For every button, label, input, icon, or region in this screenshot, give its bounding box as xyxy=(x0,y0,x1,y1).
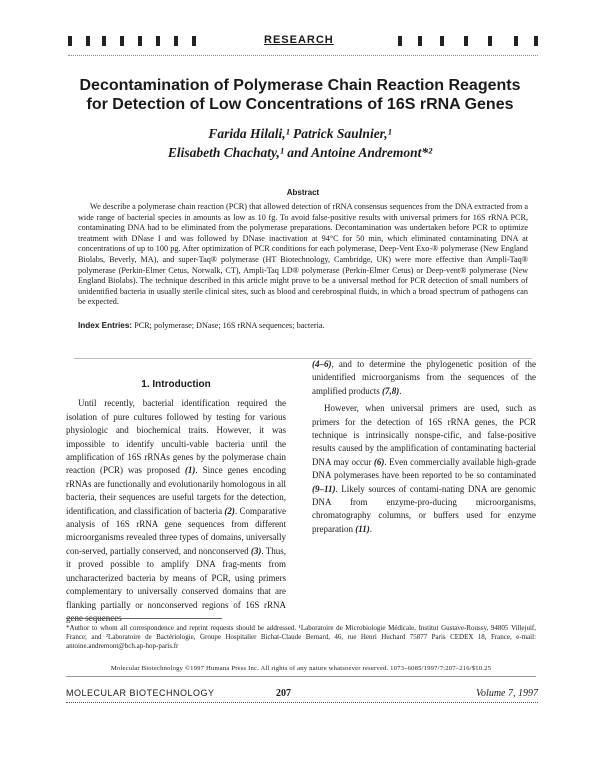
intro-paragraph-1: Until recently, bacterial identification required the isolation of pure cultures followed by testing for various physiologic and biochemical traits. However, it was impossible to identify unculti-vable bacteria until the amplification of 16S rRNAs genes by the polymerase chain reaction (PCR) was proposed (1). Since genes encoding rRNAs are functionally and evolutionarily homologous in all bacteria, their sequences are useful targets for the detection, identification, and classification of bacteria (2). Comparative analysis of 16S rRNA gene sequences from different microorganisms revealed three types of domains, universally con-served, partially conserved, and nonconserved (3). Thus, it proved possible to amplify DNA frag-ments from uncharacterized bacteria by means of PCR, using primers complementary to universally conserved domains that are flanking partially or nonconserved regions of 16S rRNA gene sequences xyxy=(66,398,286,623)
page-number: 207 xyxy=(276,688,291,699)
body-column-right xyxy=(312,358,536,536)
abstract-text: We describe a polymerase chain reaction (PCR) that allowed detection of rRNA consensus sequences from the DNA extracted from a wide range of bacterial species in amounts as low as 10 fg. To avoid false-positive results with universal primers for 16S rRNA PCR, contaminating DNA had to be eliminated from the polymerase preparations. Decontamination was undertaken before PCR to optimize treatment with DNase I and was followed by DNase inactivation at 94°C for 50 min, which eliminated contaminating DNA at concentrations of up to 100 pg. After optimization of PCR conditions for each polymerase, Deep-Vent Exo-® polymerase (New England Biolabs, Beverly, MA), and super-Taq® polymerase (HT Biotechnology, Cambridge, UK) were more effective than Ampli-Taq® polymerase (Perkin-Elmer Cetus, Norwalk, CT), Ampli-Taq LD® polymerase (Perkin-Elmer Cetus) or Deep-vent® polymerase (New England Biolabs). The technique described in this article might prove to be a universal method for PCR detection of small numbers of unidentified bacteria in usually sterile clinical sites, such as blood and cerebrospinal fluids, in which a broad spectrum of pathogens can be expected. xyxy=(78,202,528,307)
title-line: for Detection of Low Concentrations of 16S rRNA Genes xyxy=(86,96,514,113)
index-entries xyxy=(78,321,528,331)
section-heading: 1. Introduction xyxy=(141,379,211,390)
author-line: Farida Hilali,¹ Patrick Saulnier,¹ xyxy=(208,126,392,141)
intro-paragraph-1-cont: (4–6), and to determine the phylogenetic position of the unidentified microorganisms from the sequences of the amplified products (7,8). xyxy=(312,359,536,396)
body-column-left xyxy=(66,378,286,625)
citation: (7,8) xyxy=(381,385,400,396)
author-list xyxy=(60,124,540,162)
footnote-rule xyxy=(66,618,222,619)
index-entries-terms: PCR; polymerase; DNase; 16S rRNA sequences; bacteria. xyxy=(134,321,325,330)
citation: (4–6) xyxy=(312,359,332,369)
citation: (2) xyxy=(224,505,235,516)
volume-label: Volume 7, 1997 xyxy=(476,688,538,699)
index-entries-label: Index Entries: xyxy=(78,321,133,330)
title-line: Decontamination of Polymerase Chain Reaction Reagents xyxy=(79,77,521,94)
section-label: RESEARCH xyxy=(264,34,334,46)
citation: (3) xyxy=(250,545,262,556)
abstract-heading: Abstract xyxy=(286,188,320,197)
author-line: Elisabeth Chachaty,¹ and Antoine Andremont*² xyxy=(167,145,433,160)
citation: (9–11) xyxy=(312,483,336,494)
citation: (11) xyxy=(355,523,370,534)
citation: (6) xyxy=(373,456,385,467)
abstract-box xyxy=(74,182,532,334)
footer-rule xyxy=(66,702,538,703)
copyright-line: Molecular Biotechnology ©1997 Humana Press Inc. All rights of any nature whatsoever reserved. 1073–6085/1997/7:207–216/$10.25 xyxy=(110,665,492,672)
journal-name: MOLECULAR BIOTECHNOLOGY xyxy=(66,688,215,698)
footnote: *Author to whom all correspondence and reprint requests should be addressed. ¹Laboratoire de Microbiologie Médicale, Institut Gustave-Roussy, 94805 Villejuif, France; and ²Laboratoire de Bactériologie, Groupe Hospitalier Bichat-Claude Bernard, 46, rue Henri Huchard 75877 Paris CEDEX 18, France, e-mail: antoine.andremont@bch.ap-hop-paris.fr xyxy=(66,624,536,650)
copyright-rule xyxy=(66,676,536,677)
citation: (1) xyxy=(184,465,196,476)
article-title xyxy=(60,76,540,114)
header-rule xyxy=(68,55,538,56)
page-footer xyxy=(66,686,538,706)
intro-paragraph-2: However, when universal primers are used, such as primers for the detection of 16S rRNA genes, the PCR technique is intrinsically nonspe-cific, and false-positive results caused by the amplification of contaminating bacterial DNA may occur (6). Even commercially available high-grade DNA polymerases have been reported to be so contaminated (9–11). Likely sources of contami-nating DNA are genomic DNA from enzyme-pro-ducing microorganisms, chromatography columns, or buffers used for enzyme preparation (11). xyxy=(312,403,537,534)
